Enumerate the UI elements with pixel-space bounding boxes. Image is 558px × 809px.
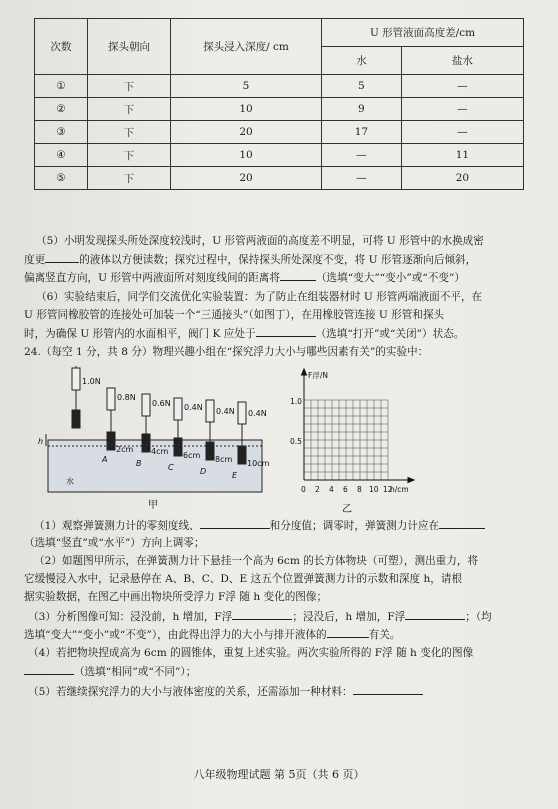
cell: ② bbox=[35, 98, 88, 121]
table-row bbox=[35, 98, 524, 121]
depth-label: 2cm bbox=[116, 445, 134, 454]
scale-6 bbox=[238, 402, 246, 464]
x-tick: 8 bbox=[357, 485, 362, 494]
scale-4 bbox=[174, 398, 182, 456]
cell: ① bbox=[35, 75, 88, 98]
cell: 17 bbox=[322, 121, 402, 144]
answer-blank[interactable] bbox=[405, 607, 465, 620]
y-tick: 1.0 bbox=[290, 397, 302, 406]
cell: 下 bbox=[88, 98, 171, 121]
header-brine: 盐水 bbox=[401, 47, 523, 75]
answer-blank[interactable] bbox=[45, 250, 79, 263]
table-row bbox=[35, 75, 524, 98]
cell: ⑤ bbox=[35, 167, 88, 190]
p2-line1: （2）如题图甲所示，在弹簧测力计下悬挂一个高为 6cm 的长方体物块（可塑），测出重力，将 bbox=[34, 555, 479, 567]
h-label: h bbox=[38, 437, 44, 446]
reading-label: 0.4N bbox=[248, 409, 267, 418]
cell: — bbox=[322, 167, 402, 190]
figure-jia bbox=[36, 362, 276, 512]
cell: 9 bbox=[322, 98, 402, 121]
p3-line1 bbox=[28, 607, 492, 626]
point-label: A bbox=[102, 455, 108, 464]
x-tick: 12 bbox=[383, 485, 393, 494]
point-label: C bbox=[168, 463, 174, 472]
q6-line3 bbox=[24, 324, 464, 343]
cell: — bbox=[401, 121, 523, 144]
answer-blank[interactable] bbox=[232, 607, 292, 620]
cell: ③ bbox=[35, 121, 88, 144]
header-trial: 次数 bbox=[35, 19, 88, 75]
answer-blank[interactable] bbox=[327, 625, 369, 638]
answer-blank[interactable] bbox=[200, 516, 270, 529]
answer-blank[interactable] bbox=[353, 682, 423, 695]
depth-label: 10cm bbox=[247, 459, 270, 468]
p1-text: 和分度值；调零时，弹簧测力计应在 bbox=[269, 520, 440, 532]
x-tick: 0 bbox=[301, 485, 306, 494]
scale-1 bbox=[72, 366, 80, 428]
q5-text: 偏离竖直方向，U 形管中两液面所对刻度线间的距离将 bbox=[24, 272, 280, 284]
q5-line2 bbox=[24, 250, 476, 269]
point-label: B bbox=[136, 459, 142, 468]
q6-text: 时，为确保 U 形管内的水面相平，阀门 K 应处于 bbox=[24, 328, 256, 340]
answer-blank[interactable] bbox=[439, 516, 485, 529]
table-row bbox=[35, 144, 524, 167]
p2-line2: 它缓慢浸入水中，记录悬停在 A、B、C、D、E 这五个位置弹簧测力计的示数和深度 h，请根 bbox=[24, 573, 463, 585]
q5-line1: （5）小明发现探头所处深度较浅时，U 形管两液面的高度差不明显，可将 U 形管中的水换成密 bbox=[36, 235, 484, 247]
p4-text: （选填“相同”或“不同”）； bbox=[74, 666, 197, 678]
q6-text: （选填“打开”或“关闭”）状态。 bbox=[315, 328, 465, 340]
q5-text: 的液体以方便读数；探究过程中，保持探头所处深度不变，将 U 形管逐渐向后倾斜， bbox=[79, 254, 477, 266]
cell: 20 bbox=[401, 167, 523, 190]
x-tick: 6 bbox=[343, 485, 348, 494]
answer-blank[interactable] bbox=[280, 268, 316, 281]
q5-text: 度更 bbox=[24, 254, 46, 266]
depth-label: 4cm bbox=[151, 447, 169, 456]
table-row bbox=[35, 167, 524, 190]
figure-caption: 乙 bbox=[342, 504, 352, 515]
p2-line3: 据实验数据，在图乙中画出物块所受浮力 F浮 随 h 变化的图像； bbox=[24, 591, 328, 603]
cell: 20 bbox=[171, 167, 322, 190]
p1-line2: （选填“竖直”或“水平”）方向上调零； bbox=[24, 537, 205, 549]
q6-line1: （6）实验结束后，同学们交流优化实验装置：为了防止在组装器材时 U 形管两端液面不平，在 bbox=[36, 291, 483, 303]
cell: ④ bbox=[35, 144, 88, 167]
x-axis-arrow bbox=[408, 478, 414, 483]
answer-blank[interactable] bbox=[256, 324, 316, 337]
p5-line bbox=[28, 682, 423, 701]
reading-label: 0.4N bbox=[184, 403, 203, 412]
reading-label: 0.8N bbox=[117, 393, 136, 402]
cell: 5 bbox=[171, 75, 322, 98]
p3-text: 选填“变大”“变小”或“不变”），由此得出浮力的大小与排开液体的 bbox=[24, 629, 327, 641]
table-row bbox=[35, 121, 524, 144]
graph-grid bbox=[304, 400, 388, 480]
p3-text: （3）分析图像可知：浸没前，h 增加，F浮 bbox=[28, 611, 233, 623]
cell: — bbox=[401, 98, 523, 121]
reading-label: 0.4N bbox=[216, 407, 235, 416]
cell: — bbox=[322, 144, 402, 167]
cell: 5 bbox=[322, 75, 402, 98]
p3-text: ；（均 bbox=[465, 611, 492, 623]
cell: 11 bbox=[401, 144, 523, 167]
header-depth: 探头浸入深度/ cm bbox=[171, 19, 322, 75]
cell: 10 bbox=[171, 144, 322, 167]
y-tick: 0.5 bbox=[290, 437, 302, 446]
reading-label: 0.6N bbox=[152, 399, 171, 408]
p3-text: 有关。 bbox=[368, 629, 401, 641]
cell: 下 bbox=[88, 121, 171, 144]
y-axis-arrow bbox=[302, 369, 307, 375]
p3-line2 bbox=[24, 625, 400, 644]
figure-caption: 甲 bbox=[148, 500, 158, 511]
q6-line2: U 形管同橡胶管的连接处可加装一个“三通接头”（如图丁），在用橡胶管连接 U 形管和探头 bbox=[24, 309, 445, 321]
cell: 下 bbox=[88, 75, 171, 98]
p3-text: ；浸没后，h 增加，F浮 bbox=[292, 611, 406, 623]
cell: 下 bbox=[88, 167, 171, 190]
answer-blank[interactable] bbox=[24, 662, 74, 675]
water-label: 水 bbox=[66, 477, 74, 486]
header-height-diff: U 形管液面高度差/cm bbox=[322, 19, 524, 47]
q5-text: （选填“变大”“变小”或“不变”） bbox=[315, 272, 465, 284]
scale-2 bbox=[107, 388, 115, 450]
p4-line2 bbox=[24, 662, 196, 681]
scale-5 bbox=[206, 400, 214, 460]
scale-3 bbox=[142, 394, 150, 452]
q24-title: 24.（每空 1 分，共 8 分）物理兴趣小组在“探究浮力大小与哪些因素有关”的实验中： bbox=[24, 346, 429, 358]
p1-text: （1）观察弹簧测力计的零刻度线、 bbox=[34, 520, 200, 532]
page-footer: 八年级物理试题 第 5页（共 6 页） bbox=[193, 768, 365, 781]
figure-yi-graph bbox=[286, 368, 416, 518]
p1-line1 bbox=[34, 516, 485, 535]
reading-label: 1.0N bbox=[82, 377, 101, 386]
depth-label: 6cm bbox=[183, 451, 201, 460]
x-tick: 4 bbox=[329, 485, 334, 494]
x-tick: 2 bbox=[315, 485, 320, 494]
cell: 20 bbox=[171, 121, 322, 144]
p5-text: （5）若继续探究浮力的大小与液体密度的关系，还需添加一种材料： bbox=[28, 686, 353, 698]
cell: 10 bbox=[171, 98, 322, 121]
header-water: 水 bbox=[322, 47, 402, 75]
data-table bbox=[34, 18, 524, 190]
point-label: E bbox=[232, 471, 238, 480]
x-tick: 10 bbox=[369, 485, 379, 494]
point-label: D bbox=[200, 467, 207, 476]
cell: 下 bbox=[88, 144, 171, 167]
y-axis-label: F浮/N bbox=[308, 371, 328, 380]
x-axis-label: h/cm bbox=[390, 485, 409, 494]
p4-line1: （4）若把物块捏成高为 6cm 的圆锥体，重复上述实验。两次实验所得的 F浮 随 h 变化的图像 bbox=[28, 647, 474, 659]
cell: — bbox=[401, 75, 523, 98]
q5-line3 bbox=[24, 268, 465, 287]
header-direction: 探头朝向 bbox=[88, 19, 171, 75]
depth-label: 8cm bbox=[215, 455, 233, 464]
